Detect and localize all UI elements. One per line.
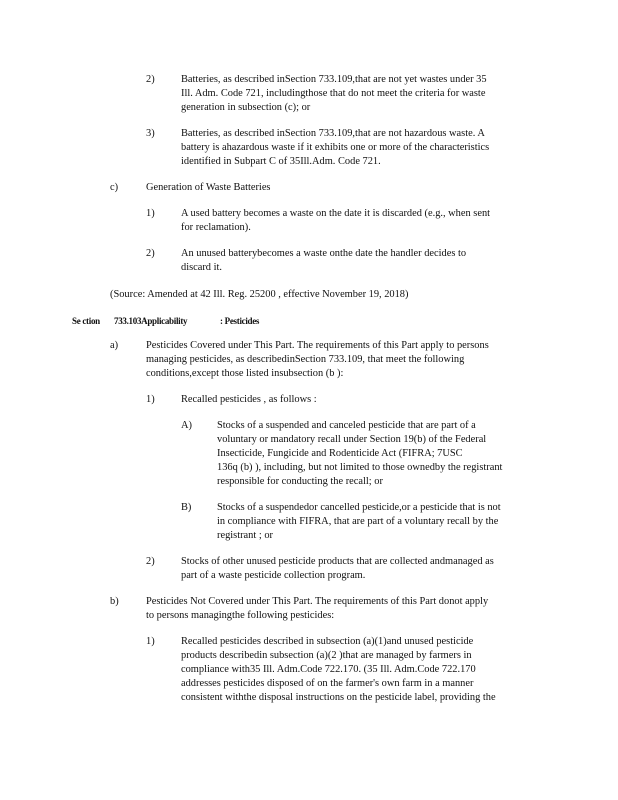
text-line: compliance with35 Ill. Adm.Code 722.170. (35 Ill. Adm.Code 722.170 [181, 664, 476, 675]
text-line: Stocks of a suspendedor cancelled pesticide,or a pesticide that is not [217, 502, 501, 513]
section-title: : Pesticides [220, 316, 260, 326]
list-marker: 2) [146, 74, 155, 85]
text-line: Pesticides Not Covered under This Part. The requirements of this Part donot apply [146, 596, 489, 607]
list-marker: a) [110, 340, 119, 351]
text-line: An unused batterybecomes a waste onthe date the handler decides to [181, 248, 467, 259]
text-line: conditions,except those listed insubsection (b ): [146, 368, 344, 379]
text-line: battery is ahazardous waste if it exhibits one or more of the characteristics [181, 142, 490, 153]
text-line: Insecticide, Fungicide and Rodenticide Act (FIFRA; 7USC [217, 448, 463, 459]
text-line: Stocks of other unused pesticide products that are collected andmanaged as [181, 556, 494, 567]
text-line: Recalled pesticides described in subsection (a)(1)and unused pesticide [181, 636, 474, 647]
text-line: Ill. Adm. Code 721, includingthose that do not meet the criteria for waste [181, 88, 486, 99]
text-line: managing pesticides, as describedinSection 733.109, that meet the following [146, 354, 465, 365]
text-line: part of a waste pesticide collection program. [181, 570, 366, 581]
text-line: to persons managingthe following pesticides: [146, 610, 335, 621]
list-marker: A) [181, 420, 192, 431]
text-line: Pesticides Covered under This Part. The requirements of this Part apply to persons [146, 340, 489, 351]
text-line: products describedin subsection (a)(2 )that are managed by farmers in [181, 650, 472, 661]
text-line: A used battery becomes a waste on the date it is discarded (e.g., when sent [181, 208, 491, 219]
source-note: (Source: Amended at 42 Ill. Reg. 25200 , effective November 19, 2018) [110, 289, 409, 300]
section-number-title: 733.103Applicability [114, 316, 188, 326]
text-line: addresses pesticides disposed of on the farmer's own farm in a manner [181, 678, 474, 689]
list-marker: 2) [146, 248, 155, 259]
text-line: 136q (b) ), including, but not limited to those ownedby the registrant [217, 462, 503, 473]
list-marker: 1) [146, 208, 155, 219]
text-line: registrant ; or [217, 530, 273, 541]
text-line: identified in Subpart C of 35Ill.Adm. Code 721. [181, 156, 381, 167]
section-label: Se ction [72, 316, 100, 326]
text-line: Batteries, as described inSection 733.109,that are not yet wastes under 35 [181, 74, 487, 85]
list-marker: 1) [146, 394, 155, 405]
text-line: voluntary or mandatory recall under Section 19(b) of the Federal [217, 434, 487, 445]
text-line: Recalled pesticides , as follows : [181, 394, 317, 405]
text-line: consistent withthe disposal instructions on the pesticide label, providing the [181, 692, 496, 703]
list-marker: B) [181, 502, 192, 513]
text-line: in compliance with FIFRA, that are part of a voluntary recall by the [217, 516, 499, 527]
subsection-heading: Generation of Waste Batteries [146, 182, 271, 193]
text-line: for reclamation). [181, 222, 251, 233]
list-marker: c) [110, 182, 119, 193]
list-marker: 3) [146, 128, 155, 139]
list-marker: 2) [146, 556, 155, 567]
text-line: responsible for conducting the recall; or [217, 476, 383, 487]
text-line: Stocks of a suspended and canceled pesticide that are part of a [217, 420, 476, 431]
list-marker: b) [110, 596, 119, 607]
text-line: generation in subsection (c); or [181, 102, 311, 113]
text-line: Batteries, as described inSection 733.109,that are not hazardous waste. A [181, 128, 485, 139]
text-line: discard it. [181, 262, 222, 273]
list-marker: 1) [146, 636, 155, 647]
